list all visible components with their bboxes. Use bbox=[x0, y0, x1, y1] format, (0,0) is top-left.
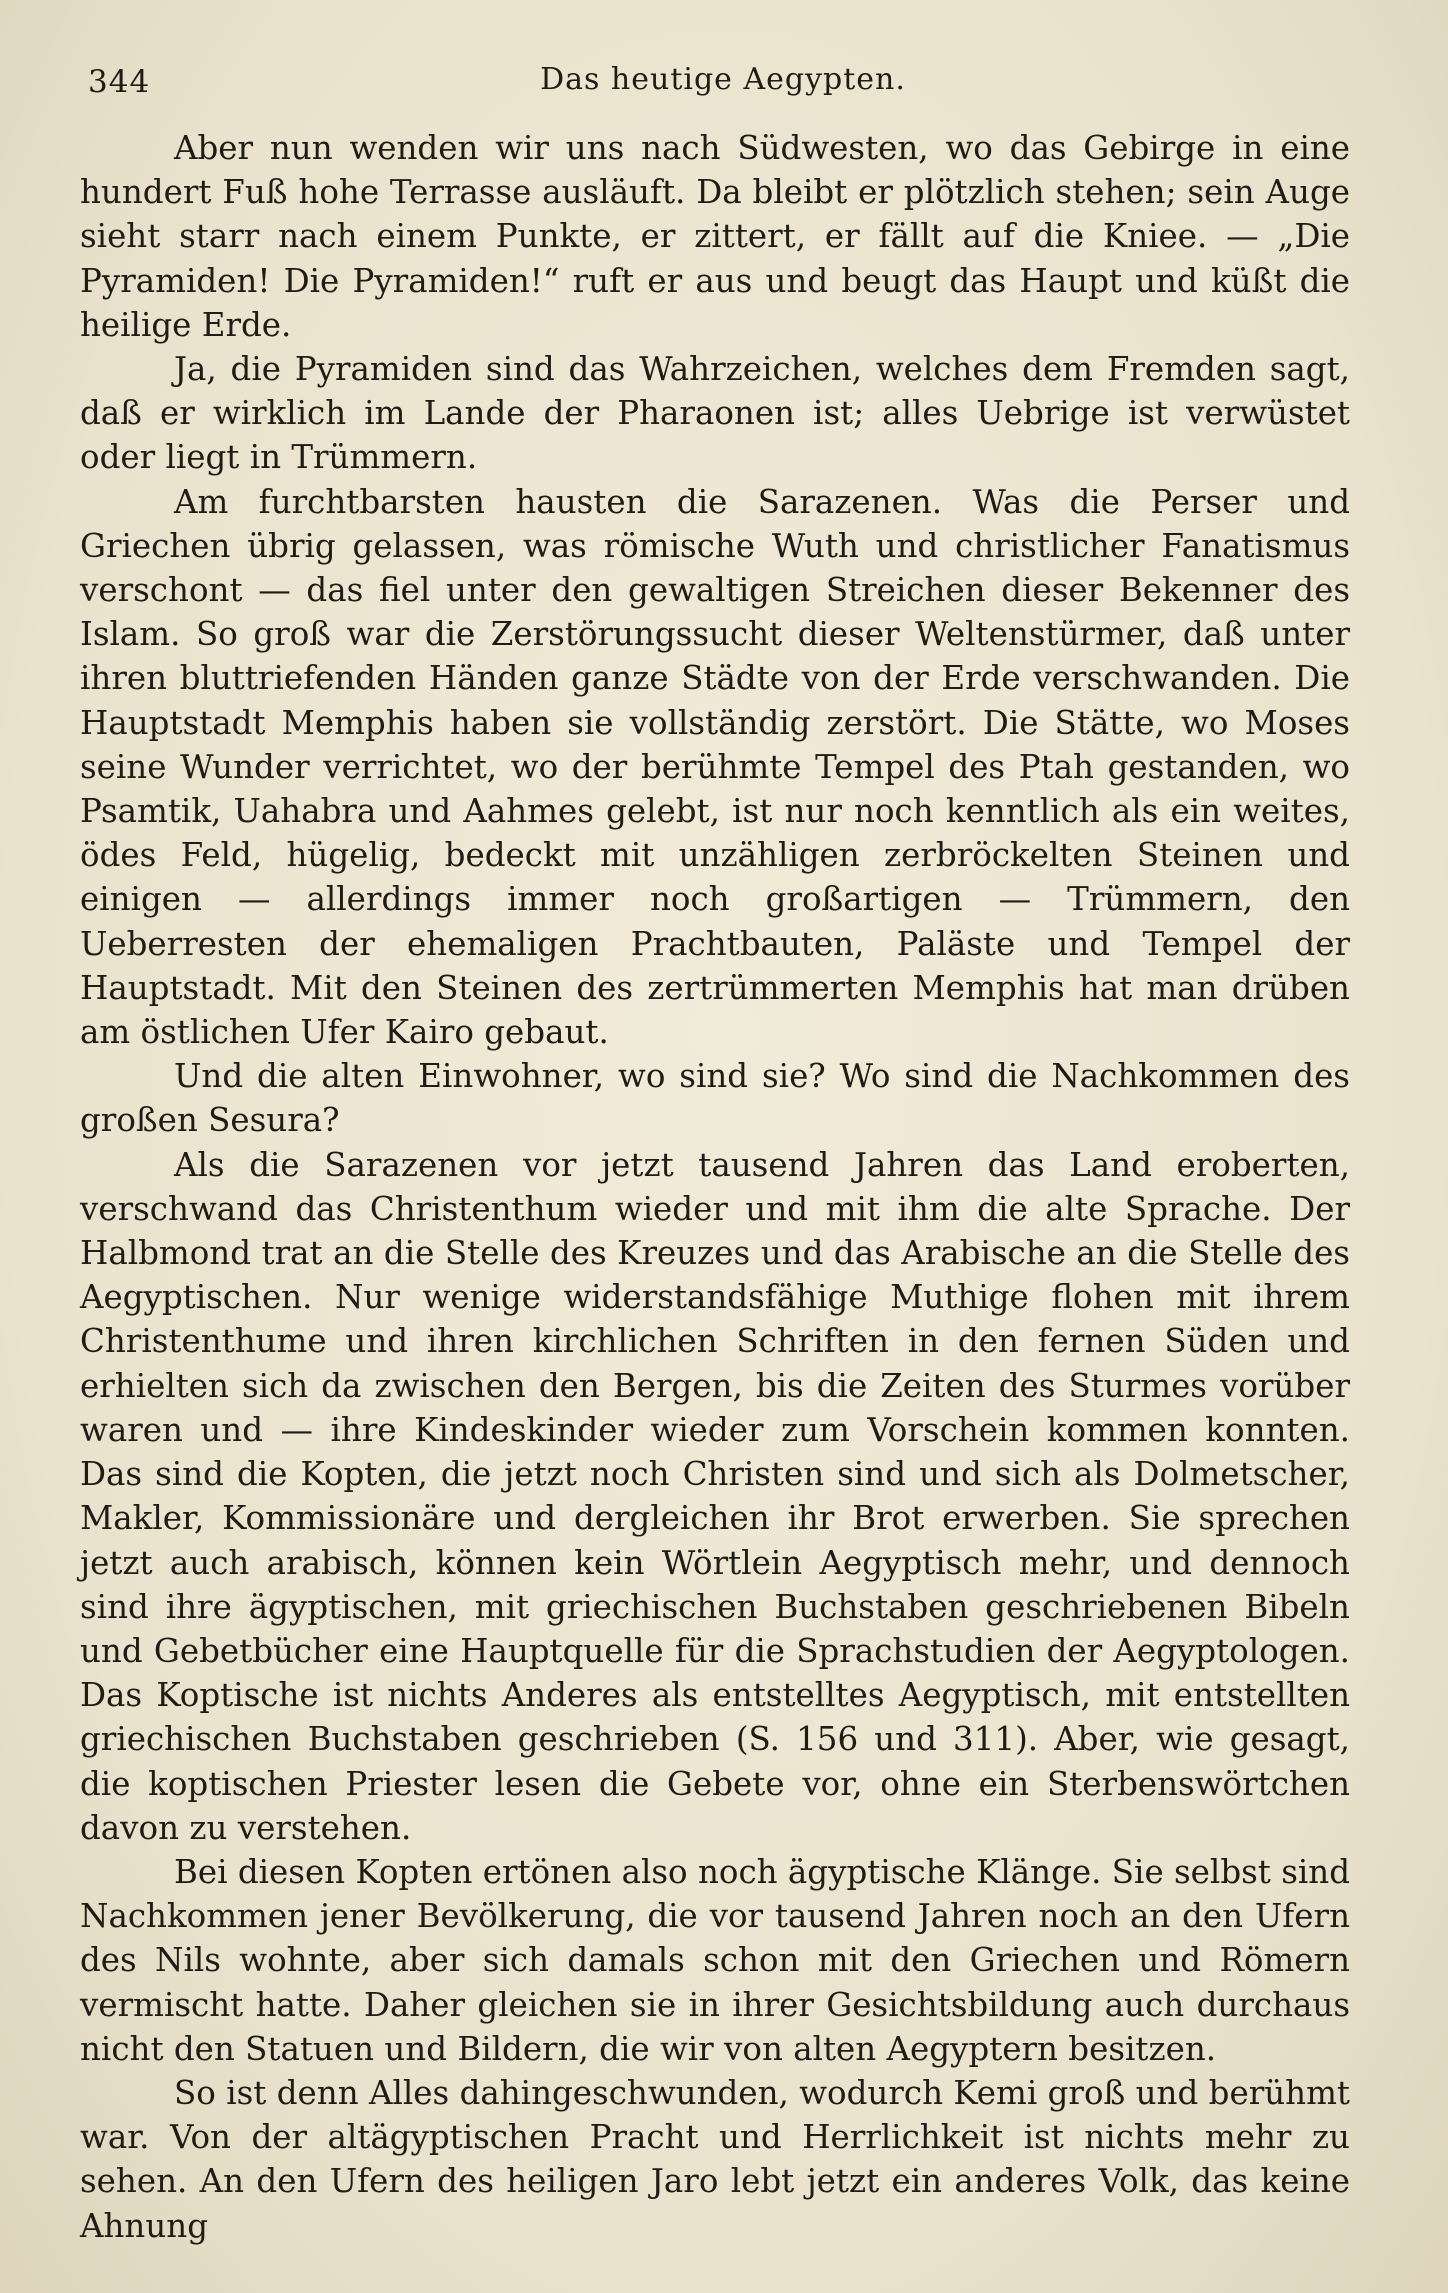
paragraph: Bei diesen Kopten ertönen also noch ägyptische Klänge. Sie selbst sind Nachkommen jener Bevölkerung, die vor tausend Jahren noch an den Ufern des Nils wohnte, aber sich damals schon mit den Griechen und Römern vermischt hatte. Daher gleichen sie in ihrer Gesichtsbildung auch durchaus nicht den Statuen und Bildern, die wir von alten Aegyptern besitzen. bbox=[80, 1852, 1350, 2068]
page-number: 344 bbox=[88, 64, 151, 100]
paragraph: Als die Sarazenen vor jetzt tausend Jahren das Land eroberten, verschwand das Christenthum wieder und mit ihm die alte Sprache. Der Halbmond trat an die Stelle des Kreuzes und das Arabische an die Stelle des Aegyptischen. Nur wenige widerstandsfähige Muthige flohen mit ihrem Christenthume und ihren kirchlichen Schriften in den fernen Süden und erhielten sich da zwischen den Bergen, bis die Zeiten des Sturmes vorüber waren und — ihre Kindeskinder wieder zum Vorschein kommen konnten. Das sind die Kopten, die jetzt noch Christen sind und sich als Dolmetscher, Makler, Kommissionäre und dergleichen ihr Brot erwerben. Sie sprechen jetzt auch arabisch, können kein Wörtlein Aegyptisch mehr, und dennoch sind ihre ägyptischen, mit griechischen Buchstaben geschriebenen Bibeln und Gebetbücher eine Hauptquelle für die Sprachstudien der Aegyptologen. Das Koptische ist nichts Anderes als entstelltes Aegyptisch, mit entstellten griechischen Buchstaben geschrieben (S. 156 und 311). Aber, wie gesagt, die koptischen Priester lesen die Gebete vor, ohne ein Sterbenswörtchen davon zu verstehen. bbox=[80, 1145, 1350, 1847]
paragraph: So ist denn Alles dahingeschwunden, wodurch Kemi groß und berühmt war. Von der altägyptischen Pracht und Herrlichkeit ist nichts mehr zu sehen. An den Ufern des heiligen Jaro lebt jetzt ein anderes Volk, das keine Ahnung bbox=[80, 2073, 1350, 2245]
page-body bbox=[80, 126, 1350, 2248]
paragraph: Aber nun wenden wir uns nach Südwesten, wo das Gebirge in eine hundert Fuß hohe Terrasse ausläuft. Da bleibt er plötzlich stehen; sein Auge sieht starr nach einem Punkte, er zittert, er fällt auf die Kniee. — „Die Pyramiden! Die Pyramiden!“ ruft er aus und beugt das Haupt und küßt die heilige Erde. bbox=[80, 129, 1350, 344]
page-header bbox=[88, 58, 1358, 106]
paragraph: Ja, die Pyramiden sind das Wahrzeichen, welches dem Fremden sagt, daß er wirklich im Lande der Pharaonen ist; alles Uebrige ist verwüstet oder liegt in Trümmern. bbox=[80, 350, 1350, 477]
paragraph: Und die alten Einwohner, wo sind sie? Wo sind die Nachkommen des großen Sesurа? bbox=[80, 1057, 1350, 1140]
running-title: Das heutige Aegypten. bbox=[540, 62, 906, 97]
paragraph: Am furchtbarsten hausten die Sarazenen. Was die Perser und Griechen übrig gelassen, was römische Wuth und christlicher Fanatismus verschont — das fiel unter den gewaltigen Streichen dieser Bekenner des Islam. So groß war die Zerstörungssucht dieser Weltenstürmer, daß unter ihren bluttriefenden Händen ganze Städte von der Erde verschwanden. Die Hauptstadt Memphis haben sie vollständig zerstört. Die Stätte, wo Moses seine Wunder verrichtet, wo der berühmte Tempel des Ptah gestanden, wo Psamtik, Uahabra und Aahmes gelebt, ist nur noch kenntlich als ein weites, ödes Feld, hügelig, bedeckt mit unzähligen zerbröckelten Steinen und einigen — allerdings immer noch großartigen — Trümmern, den Ueberresten der ehemaligen Prachtbauten, Paläste und Tempel der Hauptstadt. Mit den Steinen des zertrümmerten Memphis hat man drüben am östlichen Ufer Kairo gebaut. bbox=[80, 482, 1350, 1052]
